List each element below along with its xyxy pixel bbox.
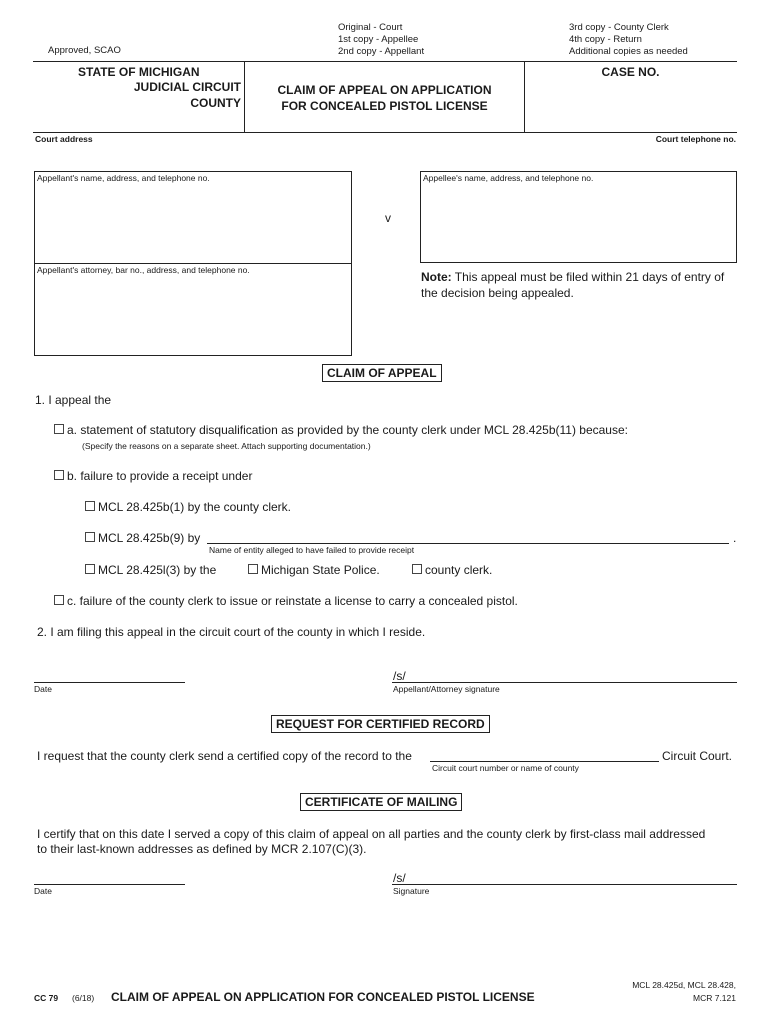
checkbox-b2[interactable]: [85, 532, 95, 542]
certificate-line2: to their last-known addresses as defined by MCR 2.107(C)(3).: [37, 842, 367, 856]
circuit-label: JUDICIAL CIRCUIT: [133, 80, 241, 94]
copy-second: 2nd copy - Appellant: [338, 46, 425, 57]
copy-original: Original - Court: [338, 22, 403, 33]
court-phone-label: Court telephone no.: [655, 134, 736, 144]
checkbox-b1[interactable]: [85, 501, 95, 511]
checkbox-a[interactable]: [54, 424, 64, 434]
form-revision: (6/18): [72, 993, 95, 1003]
form-title-line2: FOR CONCEALED PISTOL LICENSE: [281, 99, 488, 113]
signature-value-2: /s/: [393, 871, 406, 885]
signature-field-1[interactable]: [410, 668, 737, 682]
case-number-field[interactable]: [528, 81, 733, 129]
case-number-label: CASE NO.: [601, 65, 660, 79]
signature-label-1: Appellant/Attorney signature: [393, 684, 500, 694]
court-address-label: Court address: [35, 134, 93, 144]
date-label-2: Date: [34, 886, 52, 896]
date-field-2[interactable]: [34, 870, 185, 884]
checkbox-b3[interactable]: [85, 564, 95, 574]
circuit-court-caption: Circuit court number or name of county: [432, 763, 579, 773]
option-b1-text: MCL 28.425b(1) by the county clerk.: [98, 500, 291, 514]
date-line-2: [34, 884, 185, 885]
item2-label: 2. I am filing this appeal in the circuit court of the county in which I reside.: [37, 625, 426, 639]
request-suffix: Circuit Court.: [662, 749, 733, 763]
appellant-field[interactable]: [36, 184, 350, 262]
header-rule: [33, 61, 737, 62]
checkbox-b[interactable]: [54, 470, 64, 480]
copy-fourth: 4th copy - Return: [569, 34, 642, 45]
checkbox-c[interactable]: [54, 595, 64, 605]
entity-field[interactable]: [207, 530, 729, 543]
certificate-line1: I certify that on this date I served a copy of this claim of appeal on all parties and the county clerk by first-class mail addressed: [37, 827, 706, 841]
note-line2: the decision being appealed.: [421, 286, 574, 300]
attorney-label: Appellant's attorney, bar no., address, and telephone no.: [37, 265, 250, 275]
form-title-line1: CLAIM OF APPEAL ON APPLICATION: [277, 83, 492, 97]
state-label: STATE OF MICHIGAN: [78, 65, 200, 79]
note-line1: [421, 270, 724, 284]
signature-line-1: [392, 682, 737, 683]
signature-label-2: Signature: [393, 886, 430, 896]
item1-label: 1. I appeal the: [35, 393, 112, 407]
date-line-1: [34, 682, 185, 683]
appellant-label: Appellant's name, address, and telephone no.: [37, 173, 210, 183]
option-msp-text: Michigan State Police.: [261, 563, 380, 577]
option-b2-text: MCL 28.425b(9) by: [98, 531, 201, 545]
copy-first: 1st copy - Appellee: [338, 34, 419, 45]
signature-value-1: /s/: [393, 669, 406, 683]
form-number: CC 79: [34, 993, 59, 1003]
appellee-label: Appellee's name, address, and telephone no.: [423, 173, 594, 183]
option-a-text: a. statement of statutory disqualification as provided by the county clerk under MCL 28.425b(11) because:: [67, 423, 628, 437]
checkbox-county-clerk[interactable]: [412, 564, 422, 574]
claim-heading: CLAIM OF APPEAL: [322, 364, 442, 382]
appellee-field[interactable]: [422, 184, 735, 261]
footer-refs-line1: MCL 28.425d, MCL 28.428,: [632, 980, 736, 990]
circuit-court-field[interactable]: [430, 748, 659, 761]
option-b3-text: MCL 28.425l(3) by the: [98, 563, 217, 577]
note-bold: Note:: [421, 270, 452, 284]
header-bottom-rule: [33, 132, 737, 133]
versus-label: v: [385, 211, 391, 225]
circuit-court-line: [430, 761, 659, 762]
entity-line: [207, 543, 729, 544]
certificate-heading: CERTIFICATE OF MAILING: [300, 793, 462, 811]
option-c-text: c. failure of the county clerk to issue or reinstate a license to carry a concealed pistol.: [67, 594, 518, 608]
entity-period: .: [733, 531, 737, 545]
option-a-note: (Specify the reasons on a separate sheet. Attach supporting documentation.): [82, 441, 371, 451]
county-label: COUNTY: [190, 96, 241, 110]
entity-caption: Name of entity alleged to have failed to provide receipt: [209, 545, 415, 555]
option-county-clerk-text: county clerk.: [425, 563, 493, 577]
copy-third: 3rd copy - County Clerk: [569, 22, 669, 33]
request-text: I request that the county clerk send a certified copy of the record to the: [37, 749, 412, 763]
court-address-field[interactable]: [35, 146, 735, 166]
date-label-1: Date: [34, 684, 52, 694]
note-text1: This appeal must be filed within 21 days of entry of: [451, 270, 725, 284]
option-b-text: b. failure to provide a receipt under: [67, 469, 253, 483]
checkbox-msp[interactable]: [248, 564, 258, 574]
footer-title: CLAIM OF APPEAL ON APPLICATION FOR CONCEALED PISTOL LICENSE: [111, 990, 535, 1004]
attorney-field[interactable]: [36, 277, 350, 354]
copy-additional: Additional copies as needed: [569, 46, 688, 57]
date-field-1[interactable]: [34, 668, 185, 682]
signature-field-2[interactable]: [410, 870, 737, 884]
approved-label: Approved, SCAO: [48, 45, 121, 56]
signature-line-2: [392, 884, 737, 885]
footer-refs-line2: MCR 7.121: [693, 993, 736, 1003]
appellant-divider: [34, 263, 352, 264]
request-heading: REQUEST FOR CERTIFIED RECORD: [271, 715, 490, 733]
header-divider-left: [244, 62, 245, 132]
